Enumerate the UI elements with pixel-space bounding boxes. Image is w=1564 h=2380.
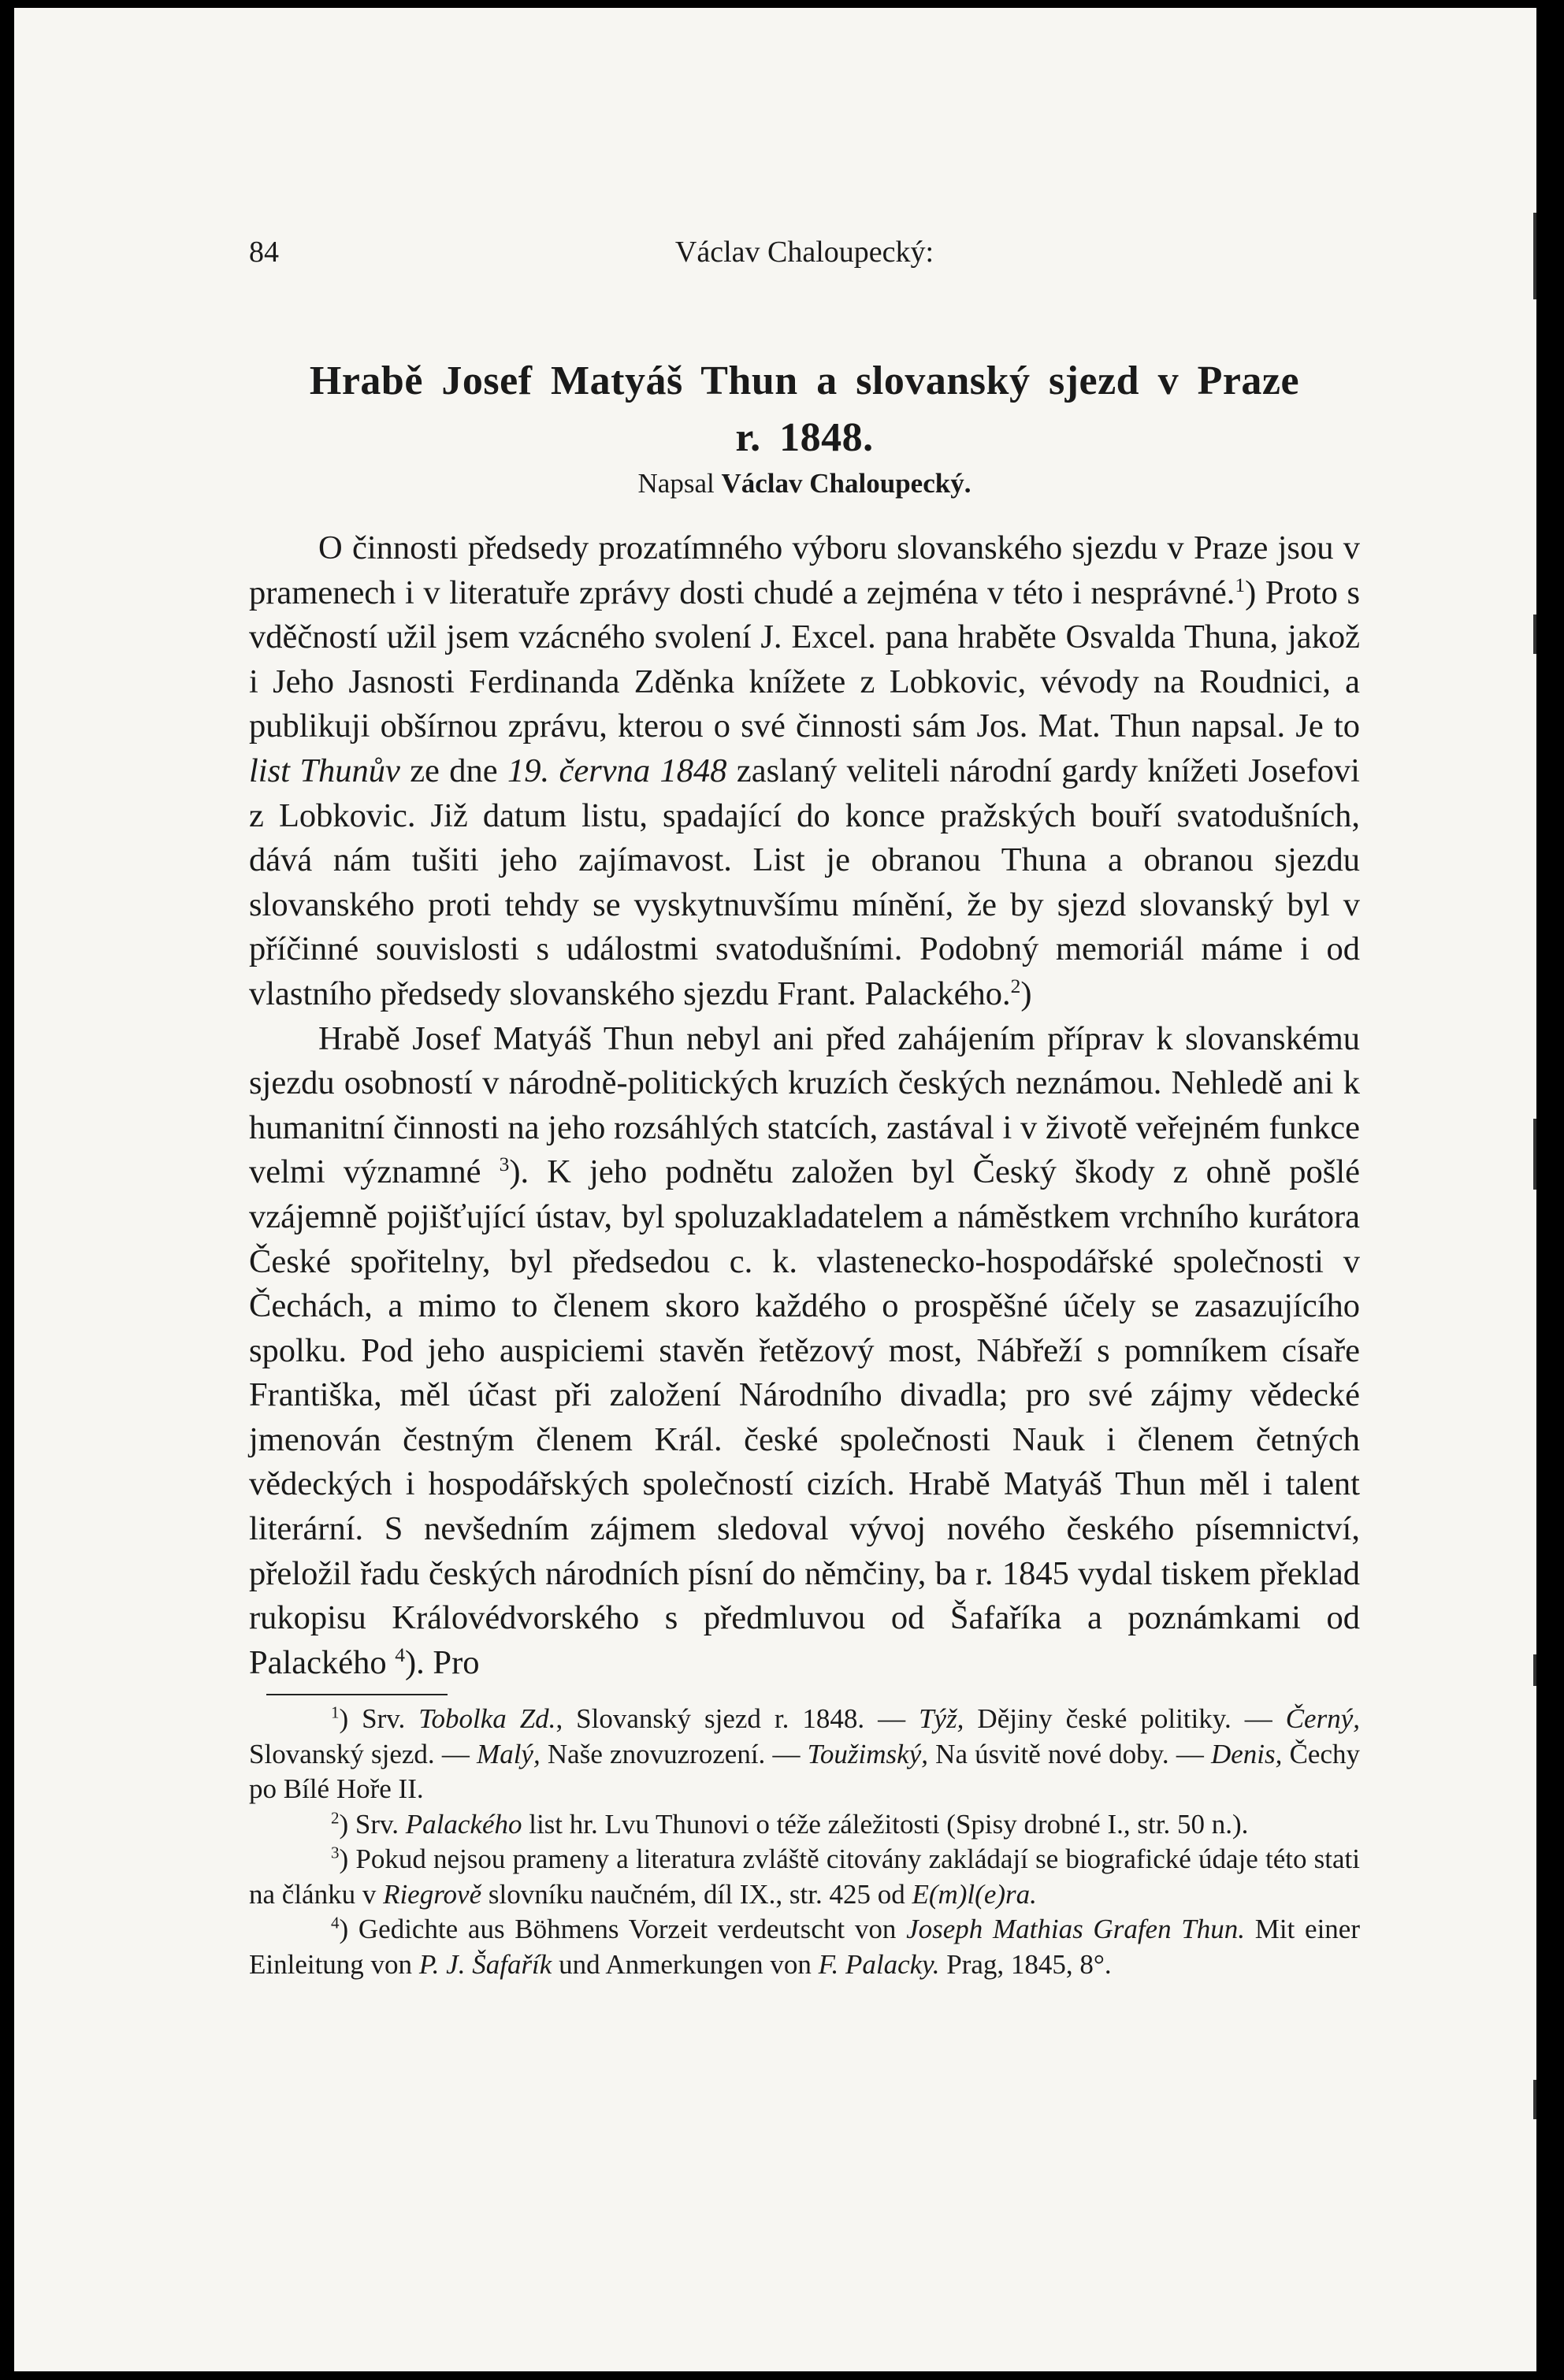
scan-artifact bbox=[1533, 213, 1536, 299]
text-run: Hrabě Josef Matyáš Thun nebyl ani před zahájením příprav k slovanskému sjezdu osobností v národně-politických kruzích českých neznámou. Nehledě ani k humanitní činnosti na jeho rozsáhlých statcích, zastával i v životě veřejném funkce velmi významné bbox=[249, 1019, 1360, 1191]
paragraph-2 bbox=[249, 1017, 1360, 1686]
footnote-ref-2: 2 bbox=[1010, 974, 1021, 997]
footnote-ref-3: 3 bbox=[499, 1153, 510, 1176]
text-run: Čechy po Bílé Hoře II. bbox=[249, 1738, 1360, 1804]
text-run: ) Gedichte aus Böhmens Vorzeit verdeutscht von bbox=[339, 1914, 907, 1944]
italic-run: Černý, bbox=[1285, 1703, 1360, 1734]
byline-prefix: Napsal bbox=[637, 468, 715, 499]
running-title: Václav Chaloupecký: bbox=[674, 236, 934, 269]
text-run: ze dne bbox=[399, 752, 507, 789]
italic-run: Riegrově bbox=[383, 1878, 482, 1910]
text-run: list hr. Lvu Thunovi o téže záležitosti (Spisy drobné I., str. 50 n.). bbox=[522, 1808, 1249, 1840]
text-run: ) Pokud nejsou prameny a literatura zvláště citovány zakládají se biografické údaje této stati na článku v bbox=[249, 1843, 1360, 1910]
text-run: Prag, 1845, 8°. bbox=[939, 1948, 1112, 1980]
text-run: slovníku naučném, díl IX., str. 425 od bbox=[481, 1878, 912, 1910]
title-line-2: r. 1848. bbox=[735, 415, 874, 460]
italic-run: Joseph Mathias Grafen Thun. bbox=[906, 1914, 1246, 1944]
body-text bbox=[249, 526, 1360, 1685]
footnote-divider bbox=[266, 1694, 448, 1695]
italic-run: list Thunův bbox=[249, 752, 400, 789]
text-run: Mit einer Einleitung von bbox=[249, 1914, 1360, 1980]
italic-run: Týž, bbox=[919, 1703, 964, 1734]
italic-run: Tobolka Zd. bbox=[418, 1703, 556, 1734]
footnote-mark: 3 bbox=[331, 1843, 340, 1862]
text-run: Dějiny české politiky. — bbox=[964, 1703, 1286, 1734]
footnote-3 bbox=[249, 1842, 1360, 1912]
italic-run: Toužimský, bbox=[807, 1738, 928, 1769]
italic-run: F. Palacky. bbox=[818, 1948, 940, 1980]
text-run: ). Pro bbox=[405, 1643, 480, 1681]
running-header bbox=[249, 235, 1360, 273]
article-title bbox=[249, 353, 1360, 466]
book-spine-edge bbox=[1536, 0, 1564, 2380]
byline-author: Václav Chaloupecký. bbox=[721, 468, 971, 499]
text-run: , Slovanský sjezd r. 1848. — bbox=[555, 1703, 919, 1734]
byline bbox=[249, 466, 1360, 501]
footnote-ref-4: 4 bbox=[395, 1643, 406, 1666]
text-run: ) Srv. bbox=[339, 1808, 406, 1840]
text-run: zaslaný veliteli národní gardy knížeti Josefovi z Lobkovic. Již datum listu, spadající do konce pražských bouří svatodušních, dává nám tušiti jeho zajímavost. List je obranou Thuna a obranou sjezdu slovanského proti tehdy se vyskytnuvšímu mínění, že by sjezd slovanský byl v příčinné souvislosti s událostmi svatodušními. Podobný memoriál máme i od vlastního předsedy slovanského sjezdu Frant. Palackého. bbox=[249, 752, 1360, 1012]
footnote-2 bbox=[249, 1807, 1360, 1843]
footnote-mark: 4 bbox=[331, 1913, 340, 1933]
text-run: ). K jeho podnětu založen byl Český škody z ohně pošlé vzájemně pojišťující ústav, byl spoluzakladatelem a náměstkem vrchního kurátora České spořitelny, byl předsedou c. k. vlastenecko-hospodářské společnosti v Čechách, a mimo to členem skoro každého o prospěšné účely se zasazujícího spolku. Pod jeho auspiciemi stavěn řetězový most, Nábřeží s pomníkem císaře Františka, měl účast při založení Národního divadla; pro své zájmy vědecké jmenován čestným členem Král. české společnosti Nauk i členem četných vědeckých i hospodářských společností cizích. Hrabě Matyáš Thun měl i talent literární. S nevšedním zájmem sledoval vývoj nového českého písemnictví, přeložil řadu českých národních písní do němčiny, ba r. 1845 vydal tiskem překlad rukopisu Královédvorského s předmluvou od Šafaříka a poznámkami od Palackého bbox=[249, 1153, 1360, 1681]
text-run: ) bbox=[1020, 975, 1032, 1012]
text-run: Naše znovuzrození. — bbox=[540, 1738, 808, 1769]
italic-run: P. J. Šafařík bbox=[418, 1948, 552, 1980]
italic-run: Denis, bbox=[1211, 1738, 1283, 1769]
scan-artifact bbox=[1533, 1654, 1536, 1686]
italic-run: Malý, bbox=[477, 1738, 541, 1769]
footnotes bbox=[249, 1702, 1360, 1982]
paragraph-1 bbox=[249, 526, 1360, 1017]
scan-artifact bbox=[1533, 1119, 1536, 1190]
text-run: Slovanský sjezd. — bbox=[249, 1738, 477, 1769]
scan-artifact bbox=[1533, 2080, 1536, 2119]
scan-artifact bbox=[1533, 614, 1536, 654]
italic-run: E(m)l(e)ra. bbox=[912, 1878, 1037, 1910]
text-run: ) Proto s vděčností užil jsem vzácného svolení J. Excel. pana hraběte Osvalda Thuna, jakož i Jeho Jasnosti Ferdinanda Zděnka knížete z Lobkovic, vévody na Roudnici, a publikuji obšírnou zprávu, kterou o své činnosti sám Jos. Mat. Thun napsal. Je to bbox=[249, 574, 1360, 745]
title-line-1: Hrabě Josef Matyáš Thun a slovanský sjezd v Praze bbox=[309, 358, 1300, 403]
footnote-1 bbox=[249, 1702, 1360, 1807]
footnote-mark: 1 bbox=[331, 1702, 340, 1722]
text-run: O činnosti předsedy prozatímného výboru slovanského sjezdu v Praze jsou v pramenech i v literatuře zprávy dosti chudé a zejména v této i nesprávné. bbox=[249, 529, 1360, 611]
text-run: ) Srv. bbox=[339, 1703, 419, 1734]
footnote-ref-1: 1 bbox=[1235, 573, 1246, 596]
footnote-mark: 2 bbox=[331, 1807, 340, 1827]
text-run: und Anmerkungen von bbox=[552, 1948, 819, 1980]
page-number: 84 bbox=[249, 236, 279, 269]
footnote-4 bbox=[249, 1912, 1360, 1982]
italic-run: Palackého bbox=[405, 1808, 522, 1840]
text-run: Na úsvitě nové doby. — bbox=[928, 1738, 1211, 1769]
italic-run: 19. června 1848 bbox=[507, 752, 727, 789]
